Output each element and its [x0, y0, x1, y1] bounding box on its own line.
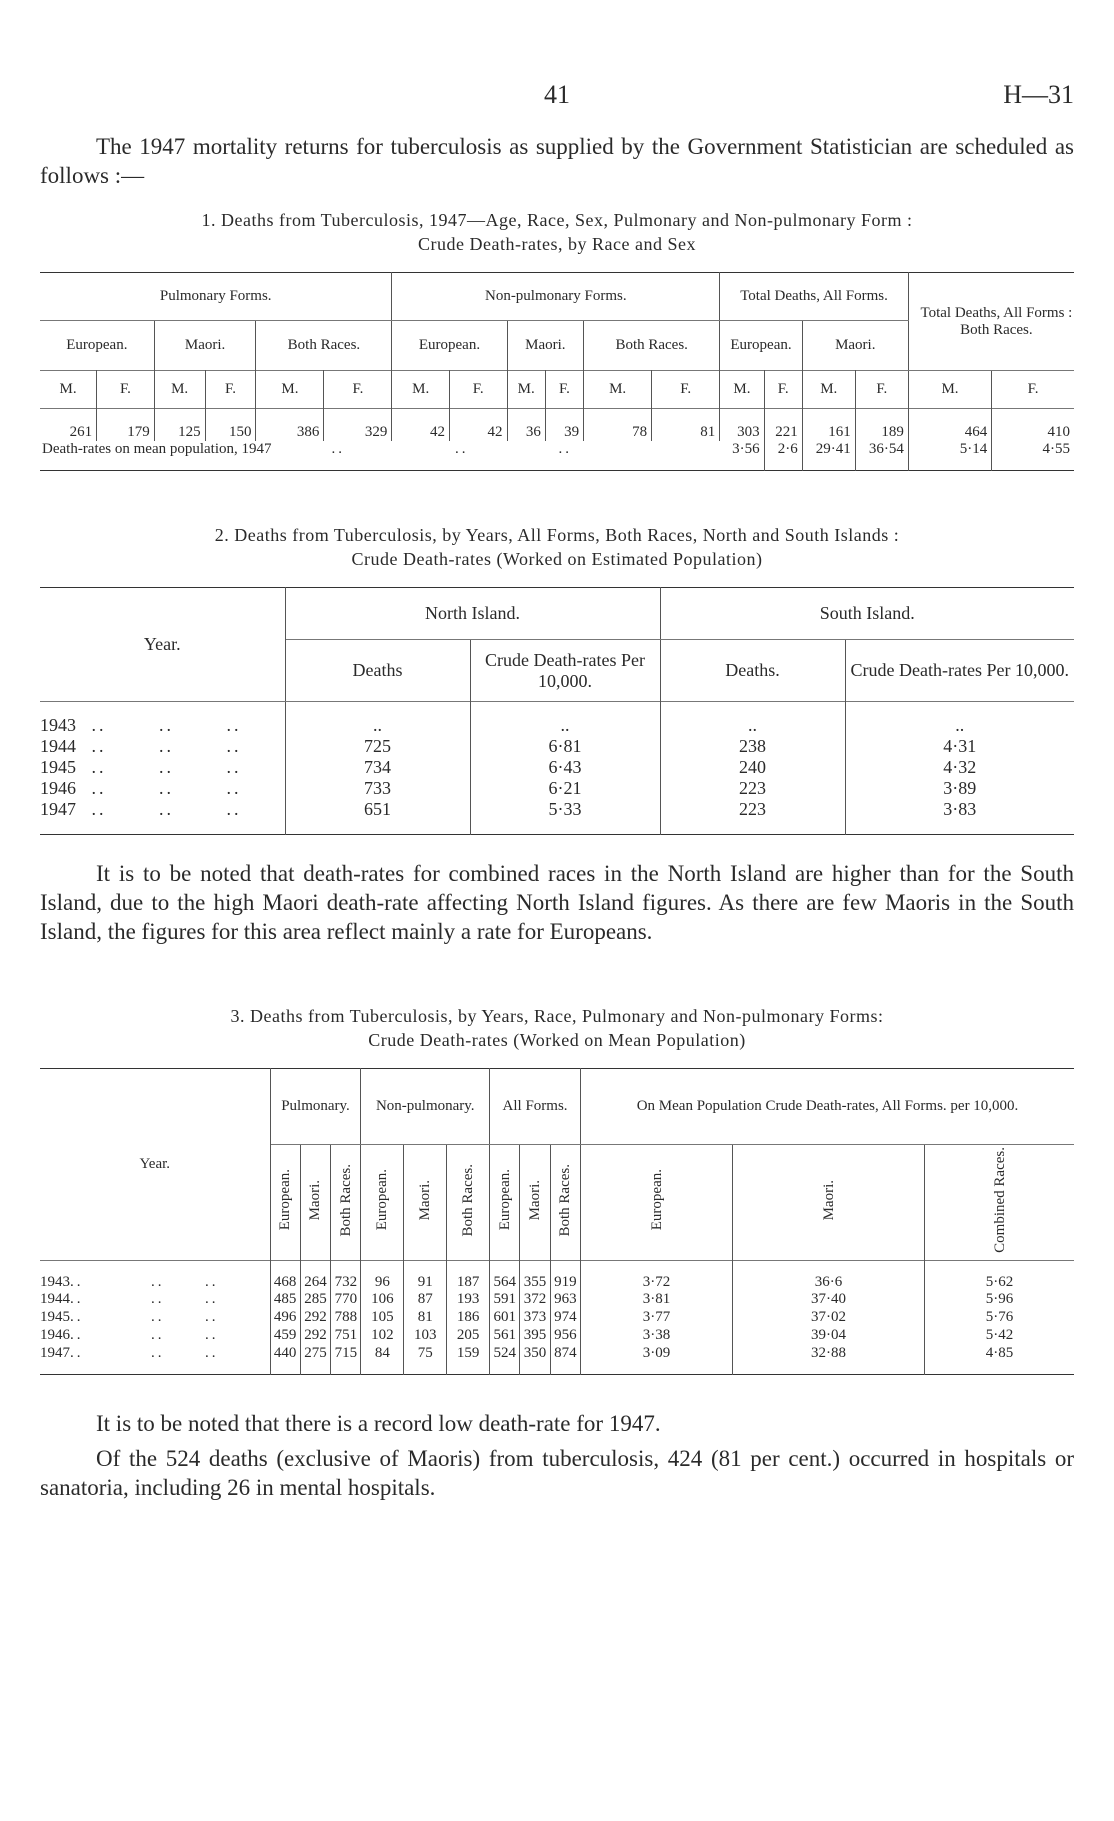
t3-cell: 372 [520, 1291, 550, 1309]
t3-year: 1947 [40, 1344, 70, 1361]
table-row: 1947 .. .. .. 651 5·33 223 3·83 [40, 799, 1074, 835]
t3-cell: 3·77 [581, 1309, 733, 1327]
t2-cell: 6·21 [470, 778, 660, 799]
t3-cell: 264 [300, 1261, 330, 1291]
t3-cell: 601 [490, 1309, 520, 1327]
t1-group-total-both: Total Deaths, All Forms : Both Races. [908, 273, 1074, 371]
t2-cell: 223 [660, 799, 845, 835]
table3 [40, 1068, 1074, 1375]
t2-north-rate: Crude Death-rates Per 10,000. [470, 640, 660, 702]
t3-cell: 485 [270, 1291, 300, 1309]
page-header [40, 80, 1074, 120]
t3-cell: 292 [300, 1327, 330, 1345]
t3-cell: 5·62 [985, 1273, 1014, 1290]
t3-cell: 275 [300, 1345, 330, 1375]
t3-cell: 39·04 [733, 1327, 925, 1345]
t3-cell: 103 [404, 1327, 447, 1345]
t1-rates-row: Death-rates on mean population, 1947 .. .. .. 3·56 2·6 29·41 36·54 5·14 4·55 [40, 441, 1074, 471]
t3-cell: 4·85 [985, 1344, 1014, 1361]
page [40, 80, 1074, 1502]
t3-cell: 874 [550, 1345, 580, 1375]
t3-cell: 732 [331, 1261, 361, 1291]
t3-cell: 3·09 [581, 1345, 733, 1375]
t2-cell: 733 [285, 778, 470, 799]
table2-title: 2. Deaths from Tuberculosis, by Years, All Forms, Both Races, North and South Islands : Crude Death-rates (Worked on Estimated Population) [214, 525, 900, 569]
t3-cell: 440 [270, 1345, 300, 1375]
table-row: 1943.. .. .. 468 264 732 96 91 187 564 355 919 3·72 36·6 5·62 [40, 1261, 1074, 1291]
t3-subheader: Maori. [820, 1179, 837, 1221]
t3-subheader: Maori. [307, 1179, 324, 1221]
t3-cell: 496 [270, 1309, 300, 1327]
t1-group-pulmonary: Pulmonary Forms. [40, 273, 392, 321]
t3-cell: 373 [520, 1309, 550, 1327]
t3-subheader: European. [374, 1169, 391, 1231]
t3-year: 1944 [40, 1291, 70, 1307]
t3-cell: 751 [331, 1327, 361, 1345]
table-row: 1945.. .. .. 496 292 788 105 81 186 601 373 974 3·77 37·02 5·76 [40, 1309, 1074, 1327]
t2-south-deaths: Deaths. [660, 640, 845, 702]
t3-cell: 919 [550, 1261, 580, 1291]
t3-cell: 561 [490, 1327, 520, 1345]
t3-cell: 715 [331, 1345, 361, 1375]
t1-sex-row: M. F. M. F. M. F. M. F. M. F. M. F. M. F. M. F. M. F. [40, 371, 1074, 409]
t3-cell: 91 [404, 1261, 447, 1291]
t3-cell: 459 [270, 1327, 300, 1345]
t3-subheader: European. [277, 1169, 294, 1231]
t1-group-total: Total Deaths, All Forms. [720, 273, 909, 321]
t2-north-header: North Island. [285, 588, 660, 640]
table-row: 1944.. .. .. 485 285 770 106 87 193 591 372 963 3·81 37·40 5·96 [40, 1291, 1074, 1309]
t3-subheader: European. [496, 1169, 513, 1231]
t2-south-rate: Crude Death-rates Per 10,000. [850, 660, 1069, 680]
t3-cell: 81 [404, 1309, 447, 1327]
t2-year: 1943 [40, 714, 76, 735]
t3-cell: 591 [490, 1291, 520, 1309]
paragraph-4: Of the 524 deaths (exclusive of Maoris) from tuberculosis, 424 (81 per cent.) occurred in hospitals or sanatoria, including 26 in mental hospitals. [40, 1446, 1074, 1500]
t2-north-deaths: Deaths [285, 640, 470, 702]
t2-cell: 6·81 [470, 736, 660, 757]
t3-subheader: Both Races. [337, 1163, 354, 1237]
t3-cell: 956 [550, 1327, 580, 1345]
t2-cell: 240 [660, 757, 845, 778]
t2-cell: .. [285, 702, 470, 736]
t3-subheader: Both Races. [460, 1163, 477, 1237]
t1-eu-nonpulm: European. [392, 321, 507, 371]
document-ref: H—31 [1003, 80, 1074, 109]
t3-subheader: Both Races. [557, 1163, 574, 1237]
t2-cell: 6·43 [470, 757, 660, 778]
t3-cell: 37·02 [733, 1309, 925, 1327]
t3-cell: 75 [404, 1345, 447, 1375]
table1-title: 1. Deaths from Tuberculosis, 1947—Age, Race, Sex, Pulmonary and Non-pulmonary Form : Crude Death-rates, by Race and Sex [201, 210, 913, 254]
t1-both-nonpulm: Both Races. [584, 321, 720, 371]
t2-south-header: South Island. [660, 588, 1074, 640]
t3-year-header: Year. [40, 1069, 270, 1261]
paragraph-3: It is to be noted that there is a record low death-rate for 1947. [96, 1411, 661, 1436]
t3-subheader: Maori. [527, 1179, 544, 1221]
t3-cell: 395 [520, 1327, 550, 1345]
t3-cell: 205 [447, 1327, 490, 1345]
t3-group-rates: On Mean Population Crude Death-rates, All Forms. per 10,000. [581, 1069, 1074, 1145]
t3-group-pulmonary: Pulmonary. [270, 1069, 361, 1145]
t3-cell: 36·6 [733, 1261, 925, 1291]
t1-both-pulm: Both Races. [256, 321, 392, 371]
t2-cell: 238 [660, 736, 845, 757]
t3-cell: 292 [300, 1309, 330, 1327]
t3-year: 1943 [40, 1273, 70, 1290]
t3-cell: 5·42 [985, 1327, 1014, 1343]
t1-eu-pulm: European. [40, 321, 154, 371]
t2-year-header: Year. [40, 588, 285, 702]
t3-cell: 5·76 [985, 1309, 1014, 1325]
t2-cell: 223 [660, 778, 845, 799]
t2-year: 1945 [40, 756, 76, 777]
t3-cell: 102 [361, 1327, 404, 1345]
t3-cell: 355 [520, 1261, 550, 1291]
t2-cell: 4·32 [943, 756, 977, 777]
t2-cell: 3·89 [943, 777, 977, 798]
table-row: 1943 .. .. .. .. .. .. .. [40, 702, 1074, 736]
t3-cell: 96 [361, 1261, 404, 1291]
t3-cell: 187 [447, 1261, 490, 1291]
t3-cell: 32·88 [733, 1345, 925, 1375]
intro-paragraph: The 1947 mortality returns for tuberculosis as supplied by the Government Statistician are scheduled as follows :— [40, 134, 1074, 188]
t3-cell: 3·38 [581, 1327, 733, 1345]
t3-cell: 105 [361, 1309, 404, 1327]
t2-cell: 3·83 [943, 798, 977, 819]
table-row: 1945 .. .. .. 734 6·43 240 4·32 [40, 757, 1074, 778]
t3-cell: 564 [490, 1261, 520, 1291]
t2-cell: 734 [285, 757, 470, 778]
t3-cell: 524 [490, 1345, 520, 1375]
t2-cell: 725 [285, 736, 470, 757]
t2-year: 1944 [40, 735, 76, 756]
t1-maori-total: Maori. [802, 321, 908, 371]
t3-cell: 350 [520, 1345, 550, 1375]
t3-subheader: European. [648, 1169, 665, 1231]
t3-cell: 974 [550, 1309, 580, 1327]
t2-year: 1946 [40, 777, 76, 798]
t3-cell: 3·72 [581, 1261, 733, 1291]
table2 [40, 587, 1074, 835]
t2-cell: .. [660, 702, 845, 736]
table1 [40, 272, 1074, 471]
table3-title: 3. Deaths from Tuberculosis, by Years, Race, Pulmonary and Non-pulmonary Forms: Crude Death-rates (Worked on Mean Population) [230, 1006, 884, 1050]
t3-cell: 87 [404, 1291, 447, 1309]
t3-cell: 3·81 [581, 1291, 733, 1309]
t3-group-nonpulmonary: Non-pulmonary. [361, 1069, 490, 1145]
t3-cell: 186 [447, 1309, 490, 1327]
page-number: 41 [544, 80, 570, 109]
t1-maori-pulm: Maori. [154, 321, 256, 371]
paragraph-2: It is to be noted that death-rates for combined races in the North Island are higher than for the South Island, due to the high Maori death-rate affecting North Island figures. As there are few Maoris in the South Island, the figures for this area reflect mainly a rate for Europeans. [40, 861, 1074, 944]
t2-year: 1947 [40, 798, 76, 819]
t2-cell: 5·33 [470, 799, 660, 835]
t3-group-allforms: All Forms. [490, 1069, 581, 1145]
t3-subheader: Combined Races. [991, 1147, 1008, 1253]
table-row: 1947.. .. .. 440 275 715 84 75 159 524 350 874 3·09 32·88 4·85 [40, 1345, 1074, 1375]
t1-group-nonpulmonary: Non-pulmonary Forms. [392, 273, 720, 321]
table-row: 1944 .. .. .. 725 6·81 238 4·31 [40, 736, 1074, 757]
t3-cell: 770 [331, 1291, 361, 1309]
t3-cell: 193 [447, 1291, 490, 1309]
t1-rates-label: Death-rates on mean population, 1947 [42, 440, 272, 457]
t3-cell: 5·96 [985, 1291, 1014, 1307]
t2-cell: .. [955, 714, 965, 735]
t1-values-row: 261 179 125 150 386 329 42 42 36 39 78 81 303 221 161 189 464 410 [40, 409, 1074, 441]
table-row: 1946.. .. .. 459 292 751 102 103 205 561 395 956 3·38 39·04 5·42 [40, 1327, 1074, 1345]
t3-year: 1946 [40, 1327, 70, 1343]
t3-cell: 106 [361, 1291, 404, 1309]
t1-eu-total: European. [720, 321, 802, 371]
t1-maori-nonpulm: Maori. [507, 321, 584, 371]
table-row: 1946 .. .. .. 733 6·21 223 3·89 [40, 778, 1074, 799]
t3-cell: 159 [447, 1345, 490, 1375]
t3-cell: 285 [300, 1291, 330, 1309]
t2-cell: .. [470, 702, 660, 736]
t3-subheader: Maori. [417, 1179, 434, 1221]
t3-cell: 788 [331, 1309, 361, 1327]
t3-cell: 468 [270, 1261, 300, 1291]
t3-cell: 963 [550, 1291, 580, 1309]
t3-cell: 84 [361, 1345, 404, 1375]
t2-cell: 4·31 [943, 735, 977, 756]
t2-cell: 651 [285, 799, 470, 835]
t3-cell: 37·40 [733, 1291, 925, 1309]
t3-year: 1945 [40, 1309, 70, 1325]
